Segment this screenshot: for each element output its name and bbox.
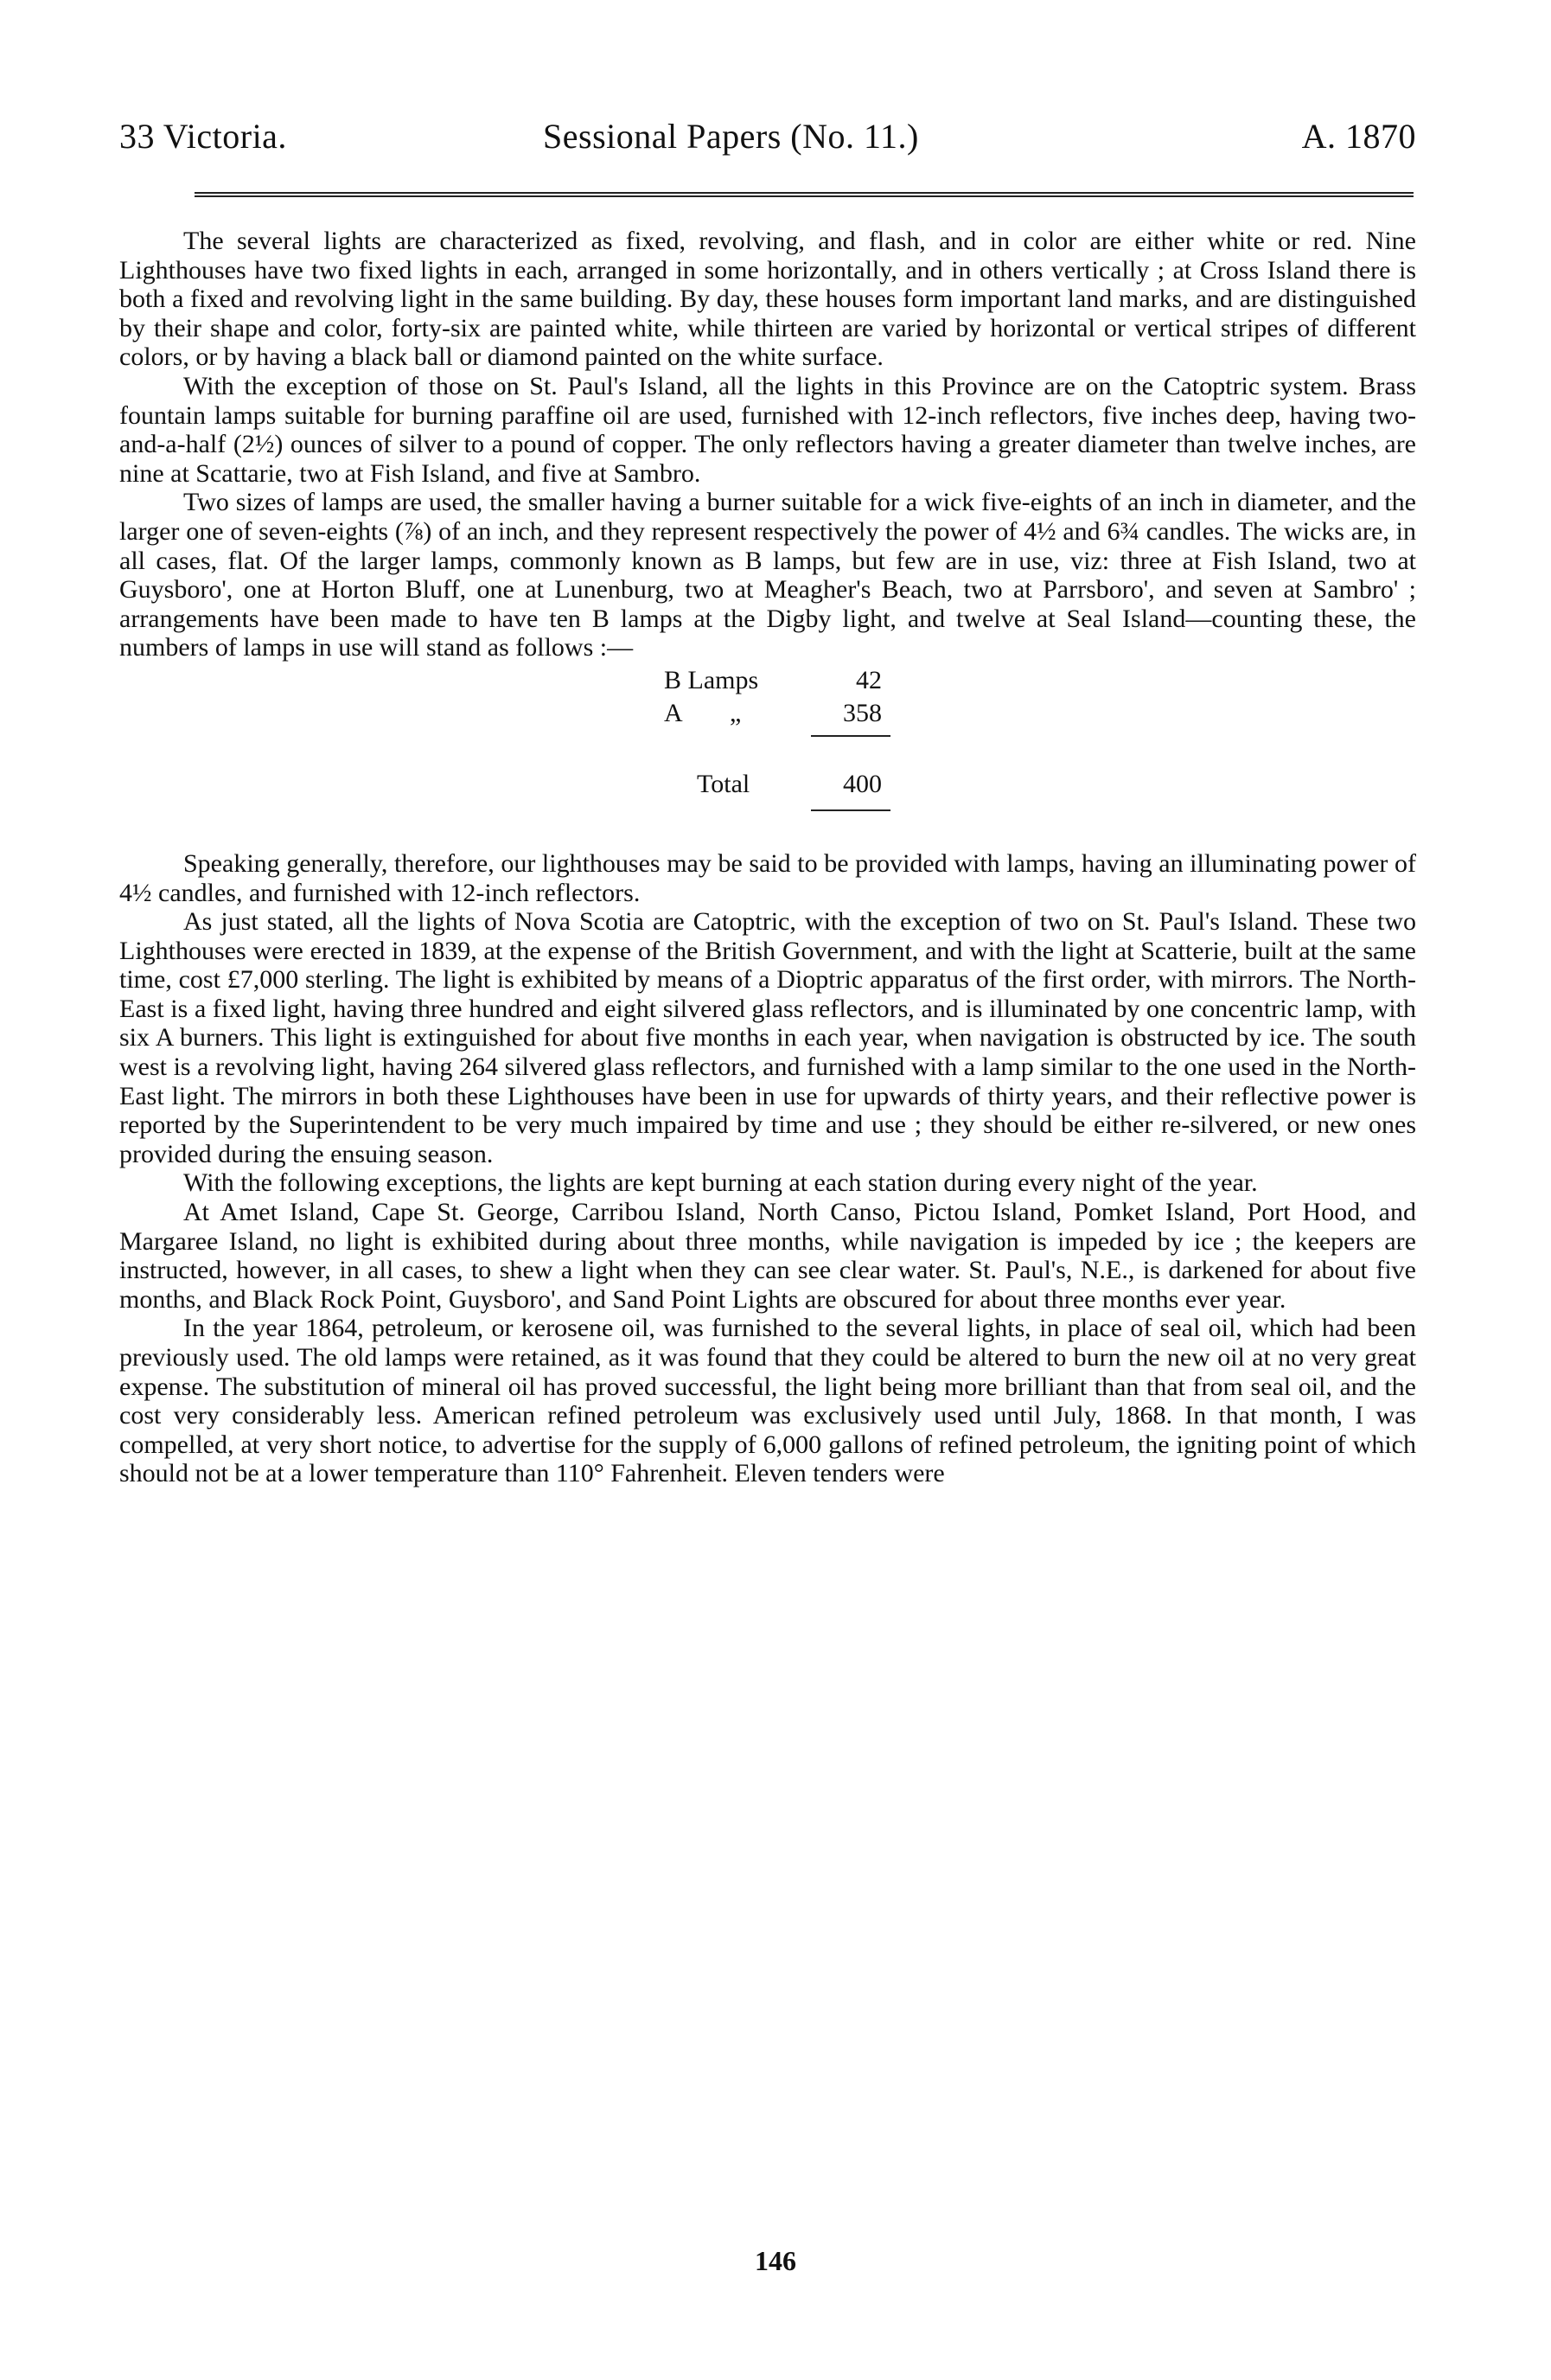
paragraph-lamp-sizes: Two sizes of lamps are used, the smaller having a burner suitable for a wick five-eights of an inch in diameter, and the larger one of seven-eights (⅞) of an inch, and they represent respectively the power of 4½ and 6¾ candles. The wicks are, in all cases, flat. Of the larger lamps, commonly known as B lamps, but few are in use, viz: three at Fish Island, two at Guysboro', one at Horton Bluff, one at Lunenburg, two at Meagher's Beach, two at Parrsboro', and seven at Sambro' ; arrangements have been made to have ten B lamps at the Digby light, and twelve at Seal Island—counting these, the numbers of lamps in use will stand as follows :— (119, 488, 1416, 662)
lamp-label-a: A (664, 698, 683, 727)
total-value: 400 (843, 769, 882, 798)
paragraph-lights-character: The several lights are characterized as fixed, revolving, and flash, and in color are either white or red. Nine Lighthouses have two fixed lights in each, arranged in some horizontally, and in others vertically ; at Cross Island there is both a fixed and revolving light in the same building. By day, these houses form important land marks, and are distinguished by their shape and color, forty-six are painted white, while thirteen are varied by horizontal or vertical stripes of different colors, or by having a black ball or diamond painted on the white surface. (119, 227, 1416, 372)
header-title: Sessional Papers (No. 11.) (543, 117, 919, 156)
total-label: Total (697, 769, 750, 798)
total-rule (811, 809, 890, 811)
sum-rule (811, 735, 890, 737)
lamp-row-b (119, 666, 1416, 695)
paragraph-petroleum: In the year 1864, petroleum, or kerosene oil, was furnished to the several lights, in place of seal oil, which had been previously used. The old lamps were retained, as it was found that they could be altered to burn the new oil at no very great expense. The substitution of mineral oil has proved successful, the light being more brilliant than that from seal oil, and the cost very considerably less. American refined petroleum was exclusively used until July, 1868. In that month, I was compelled, at very short notice, to advertise for the supply of 6,000 gallons of refined petroleum, the igniting point of which should not be at a lower temperature than 110° Fahrenheit. Eleven tenders were (119, 1314, 1416, 1488)
lamp-label-b: B Lamps (664, 665, 759, 694)
paragraph-exceptions: With the following exceptions, the lights are kept burning at each station during every night of the year. (183, 1168, 1258, 1198)
header-double-rule (195, 192, 1414, 197)
paragraph-dark-stations: At Amet Island, Cape St. George, Carribou Island, North Canso, Pictou Island, Pomket Island, Port Hood, and Margaree Island, no light is exhibited during about three months, while navigation is impeded by ice ; the keepers are instructed, however, in all cases, to shew a light when they can see clear water. St. Paul's, N.E., is darkened for about five months, and Black Rock Point, Guysboro', and Sand Point Lights are obscured for about three months ever year. (119, 1198, 1416, 1314)
header-volume: 33 Victoria. (119, 117, 287, 156)
paragraph-st-pauls: As just stated, all the lights of Nova Scotia are Catoptric, with the exception of two on St. Paul's Island. These two Lighthouses were erected in 1839, at the expense of the British Government, and with the light at Scatterie, built at the same time, cost £7,000 sterling. The light is exhibited by means of a Dioptric apparatus of the first order, with mirrors. The North-East is a fixed light, having three hundred and eight silvered glass reflectors, and is illuminated by one concentric lamp, with six A burners. This light is extinguished for about five months in each year, when navigation is obstructed by ice. The south west is a revolving light, having 264 silvered glass reflectors, and furnished with a lamp similar to the one used in the North-East light. The mirrors in both these Lighthouses have been in use for upwards of thirty years, and their reflective power is reported by the Superintendent to be very much impaired by time and use ; they should be either re-silvered, or new ones provided during the ensuing season. (119, 907, 1416, 1168)
lamp-row-total (119, 770, 1416, 799)
body-text (119, 227, 1416, 1488)
lamp-count-table (119, 662, 1416, 849)
lamp-row-a (119, 699, 1416, 728)
paragraph-speaking-generally: Speaking generally, therefore, our lighthouses may be said to be provided with lamps, having an illuminating power of 4½ candles, and furnished with 12-inch reflectors. (119, 848, 1416, 907)
header-year: A. 1870 (1301, 117, 1416, 156)
running-header (119, 111, 1416, 163)
paragraph-catoptric-system: With the exception of those on St. Paul's Island, all the lights in this Province are on the Catoptric system. Brass fountain lamps suitable for burning paraffine oil are used, furnished with 12-inch reflectors, five inches deep, having two-and-a-half (2½) ounces of silver to a pound of copper. The only reflectors having a greater diameter than twelve inches, are nine at Scattarie, two at Fish Island, and five at Sambro. (119, 371, 1416, 488)
lamp-value-a: 358 (843, 698, 882, 727)
lamp-value-b: 42 (856, 665, 882, 694)
page-number: 146 (755, 2245, 796, 2276)
ditto-mark: „ (730, 698, 742, 727)
